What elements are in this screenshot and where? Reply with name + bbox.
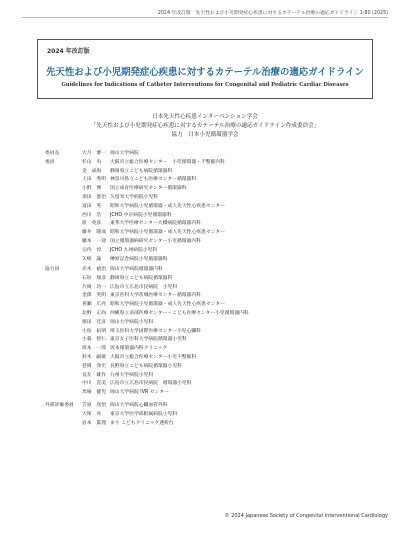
member-row	[45, 238, 225, 247]
member-row	[45, 380, 249, 389]
member-name: 藤本 一途	[82, 238, 106, 244]
header-rule	[22, 17, 388, 18]
member-role	[45, 292, 82, 301]
member-row	[45, 159, 225, 168]
member-affiliation: 昭和大学病院小児循環器・成人先天性心疾患センター	[110, 230, 225, 236]
member-affiliation: 国立成育医療研究センター循環器科	[110, 186, 187, 192]
member-row	[45, 372, 249, 381]
title-japanese: 先天性および小児期発症心疾患に対するカテーテル治療の適応ガイドライン	[46, 67, 364, 78]
member-name: 宗内 淳	[82, 247, 102, 253]
member-name: 矢崎 諭	[82, 256, 102, 262]
member-row	[45, 301, 249, 310]
organization-block	[0, 113, 410, 140]
member-row	[45, 220, 225, 229]
member-role	[45, 212, 82, 221]
member-affiliation: 久留米大学病院小児科	[110, 194, 158, 200]
member-affiliation: 大阪市立総合医療センター 小児循環器・不整脈内科	[110, 159, 225, 165]
member-affiliation: 岡山大学病院小児科	[110, 319, 154, 325]
member-row	[45, 292, 249, 301]
member-affiliation: 大阪市立総合医療センター小児不整脈科	[110, 354, 197, 360]
member-row	[45, 336, 249, 345]
member-affiliation: 沖縄県立南部医療センター・こども医療センター小児循環器内科	[110, 310, 249, 316]
member-row	[45, 212, 225, 221]
member-role: 外部評価委員	[45, 403, 74, 408]
member-name: 富田 英	[82, 203, 102, 209]
member-name: 中川 直美	[82, 381, 106, 387]
member-role	[45, 220, 82, 229]
copyright-notice: © 2024 Japanese Society of Congenital Interventional Cardiology	[224, 513, 388, 519]
member-name: 片岡 功一	[82, 284, 106, 290]
member-row	[45, 310, 249, 319]
member-name: 長友 雄作	[82, 372, 106, 378]
member-row	[45, 229, 225, 238]
member-role	[45, 380, 82, 389]
member-affiliation: 昭和大学病院小児循環器・成人先天性心疾患センター	[110, 302, 225, 308]
member-role	[45, 275, 82, 284]
member-affiliation: JCHO 九州病院小児科	[110, 247, 158, 253]
member-row	[45, 266, 249, 275]
member-role	[45, 176, 82, 185]
member-name: 小暮 智仁	[82, 337, 106, 343]
member-name: 岩本 眞理	[82, 420, 106, 426]
member-role	[45, 328, 82, 337]
member-row	[45, 389, 249, 398]
collaborator-list	[45, 266, 249, 398]
member-name: 鈴木 嗣敏	[82, 354, 106, 360]
external-reviewer-list	[45, 402, 177, 428]
member-name: 西川 浩	[82, 212, 102, 218]
member-affiliation: 坂本循環器内科クリニック	[110, 346, 168, 352]
member-name: 喜瀬 広亮	[82, 302, 106, 308]
member-affiliation: 埼玉医科大学国際医療センター小児心臓科	[110, 328, 201, 334]
member-role	[45, 256, 82, 265]
member-row	[45, 354, 249, 363]
member-role	[45, 229, 82, 238]
member-row	[45, 168, 225, 177]
member-affiliation: 長野県立こども病院循環器小児科	[110, 363, 182, 369]
member-row	[45, 328, 249, 337]
member-role	[45, 301, 82, 310]
member-name: 金 成海	[82, 168, 102, 174]
member-affiliation: 昭和大学病院小児循環器・成人先天性心疾患センター	[110, 203, 225, 209]
member-affiliation: 広島市立広島市民病院 循環器小児科	[110, 381, 192, 387]
member-role	[45, 363, 82, 372]
member-role: 委員長	[45, 151, 60, 156]
member-row	[45, 194, 225, 203]
member-affiliation: 静岡県立こども病院循環器科	[110, 275, 173, 281]
member-affiliation: 神奈川県立こども医療センター循環器科	[110, 177, 197, 183]
member-row	[45, 203, 225, 212]
member-affiliation: 国立循環器病研究センター小児循環器内科	[110, 238, 201, 244]
member-name: 巷岡 浄宏	[82, 363, 106, 369]
member-name: 大月 審一	[82, 151, 106, 156]
member-affiliation: 岡山大学病院	[110, 151, 139, 156]
member-affiliation: まり こどもクリニック透析台	[110, 420, 174, 426]
member-role	[45, 389, 82, 398]
member-name: 金澤 英明	[82, 293, 106, 299]
title-english: Guidelines for Indications of Catheter Interventions for Congenital and Pediatric Cardiac Diseases	[61, 82, 349, 88]
member-row	[45, 345, 249, 354]
member-role: 協力員	[45, 267, 60, 272]
member-name: 馬場 健児	[82, 390, 106, 396]
member-role	[45, 185, 82, 194]
member-role	[45, 194, 82, 203]
member-affiliation: JCHO 中京病院小児循環器科	[110, 212, 172, 218]
member-affiliation: 東京女子医科大学病院循環器小児科	[110, 337, 187, 343]
member-row	[45, 247, 225, 256]
member-role	[45, 372, 82, 381]
member-row	[45, 176, 225, 185]
edition-label: 2024 年改訂版	[47, 48, 90, 55]
member-role	[45, 345, 82, 354]
member-name: 大塚 亮	[82, 411, 102, 417]
member-row	[45, 363, 249, 372]
member-row	[45, 256, 225, 265]
member-affiliation: 東京医科大学茨城医療センター循環器内科	[110, 293, 201, 299]
member-row	[45, 275, 249, 284]
member-name: 坂本 一郎	[82, 346, 106, 352]
member-name: 小島 拓朗	[82, 328, 106, 334]
member-role	[45, 420, 82, 429]
member-role	[45, 284, 82, 293]
member-affiliation: 榊原記念病院小児循環器科	[110, 256, 168, 262]
member-name: 笠原 真悟	[82, 403, 106, 408]
organization-line: 日本先天性心疾患インターベンション学会	[152, 114, 258, 120]
member-role	[45, 203, 82, 212]
member-name: 藤井 隆成	[82, 230, 106, 236]
member-role	[45, 238, 82, 247]
member-name: 北野 正尚	[82, 310, 106, 316]
member-role	[45, 354, 82, 363]
member-role	[45, 411, 82, 420]
member-role	[45, 310, 82, 319]
member-affiliation: 岡山大学病院心臓血管外科	[110, 403, 168, 408]
member-name: 赤木 禎治	[82, 267, 106, 272]
member-name: 小野 博	[82, 186, 102, 192]
title-box	[37, 39, 373, 99]
member-name: 石垣 瑞彦	[82, 275, 106, 281]
member-affiliation: 岡山大学病院 IVR センター	[110, 390, 169, 396]
member-row	[45, 185, 225, 194]
running-head: 2024 年改訂版 先天性および小児期発症心疾患に対するカテーテル治療の適応ガイドライン 1-80 (2025)	[157, 11, 388, 16]
member-affiliation: 岡山大学病院循環器内科	[110, 267, 163, 272]
member-affiliation: 静岡県立こども病院循環器科	[110, 168, 173, 174]
member-affiliation: 九州大学病院小児科	[110, 372, 154, 378]
member-name: 杉山 央	[82, 159, 102, 165]
member-affiliation: 東邦大学医療センター大橋病院循環器内科	[110, 221, 201, 227]
member-role	[45, 247, 82, 256]
member-row	[45, 402, 177, 411]
member-row	[45, 319, 249, 328]
member-role	[45, 319, 82, 328]
member-role	[45, 168, 82, 177]
organization-line: 協力 日本小児循環器学会	[171, 132, 239, 138]
member-row	[45, 284, 249, 293]
member-name: 須田 憲治	[82, 194, 106, 200]
member-row	[45, 150, 225, 159]
organization-line: 「先天性および小児期発症心疾患に対するカテーテル治療の適応ガイドライン作成委員会」	[90, 123, 320, 129]
committee-list	[45, 150, 225, 264]
member-affiliation: 東京大学医学部附属病院小児科	[110, 411, 178, 417]
member-role	[45, 336, 82, 345]
member-row	[45, 411, 177, 420]
member-role: 委員	[45, 159, 55, 165]
member-name: 上田 秀明	[82, 177, 106, 183]
member-row	[45, 420, 177, 429]
member-name: 栗田 佳彦	[82, 319, 106, 325]
member-affiliation: 広島市立広島市民病院 小児科	[110, 284, 178, 290]
member-name: 原 英彦	[82, 221, 102, 227]
